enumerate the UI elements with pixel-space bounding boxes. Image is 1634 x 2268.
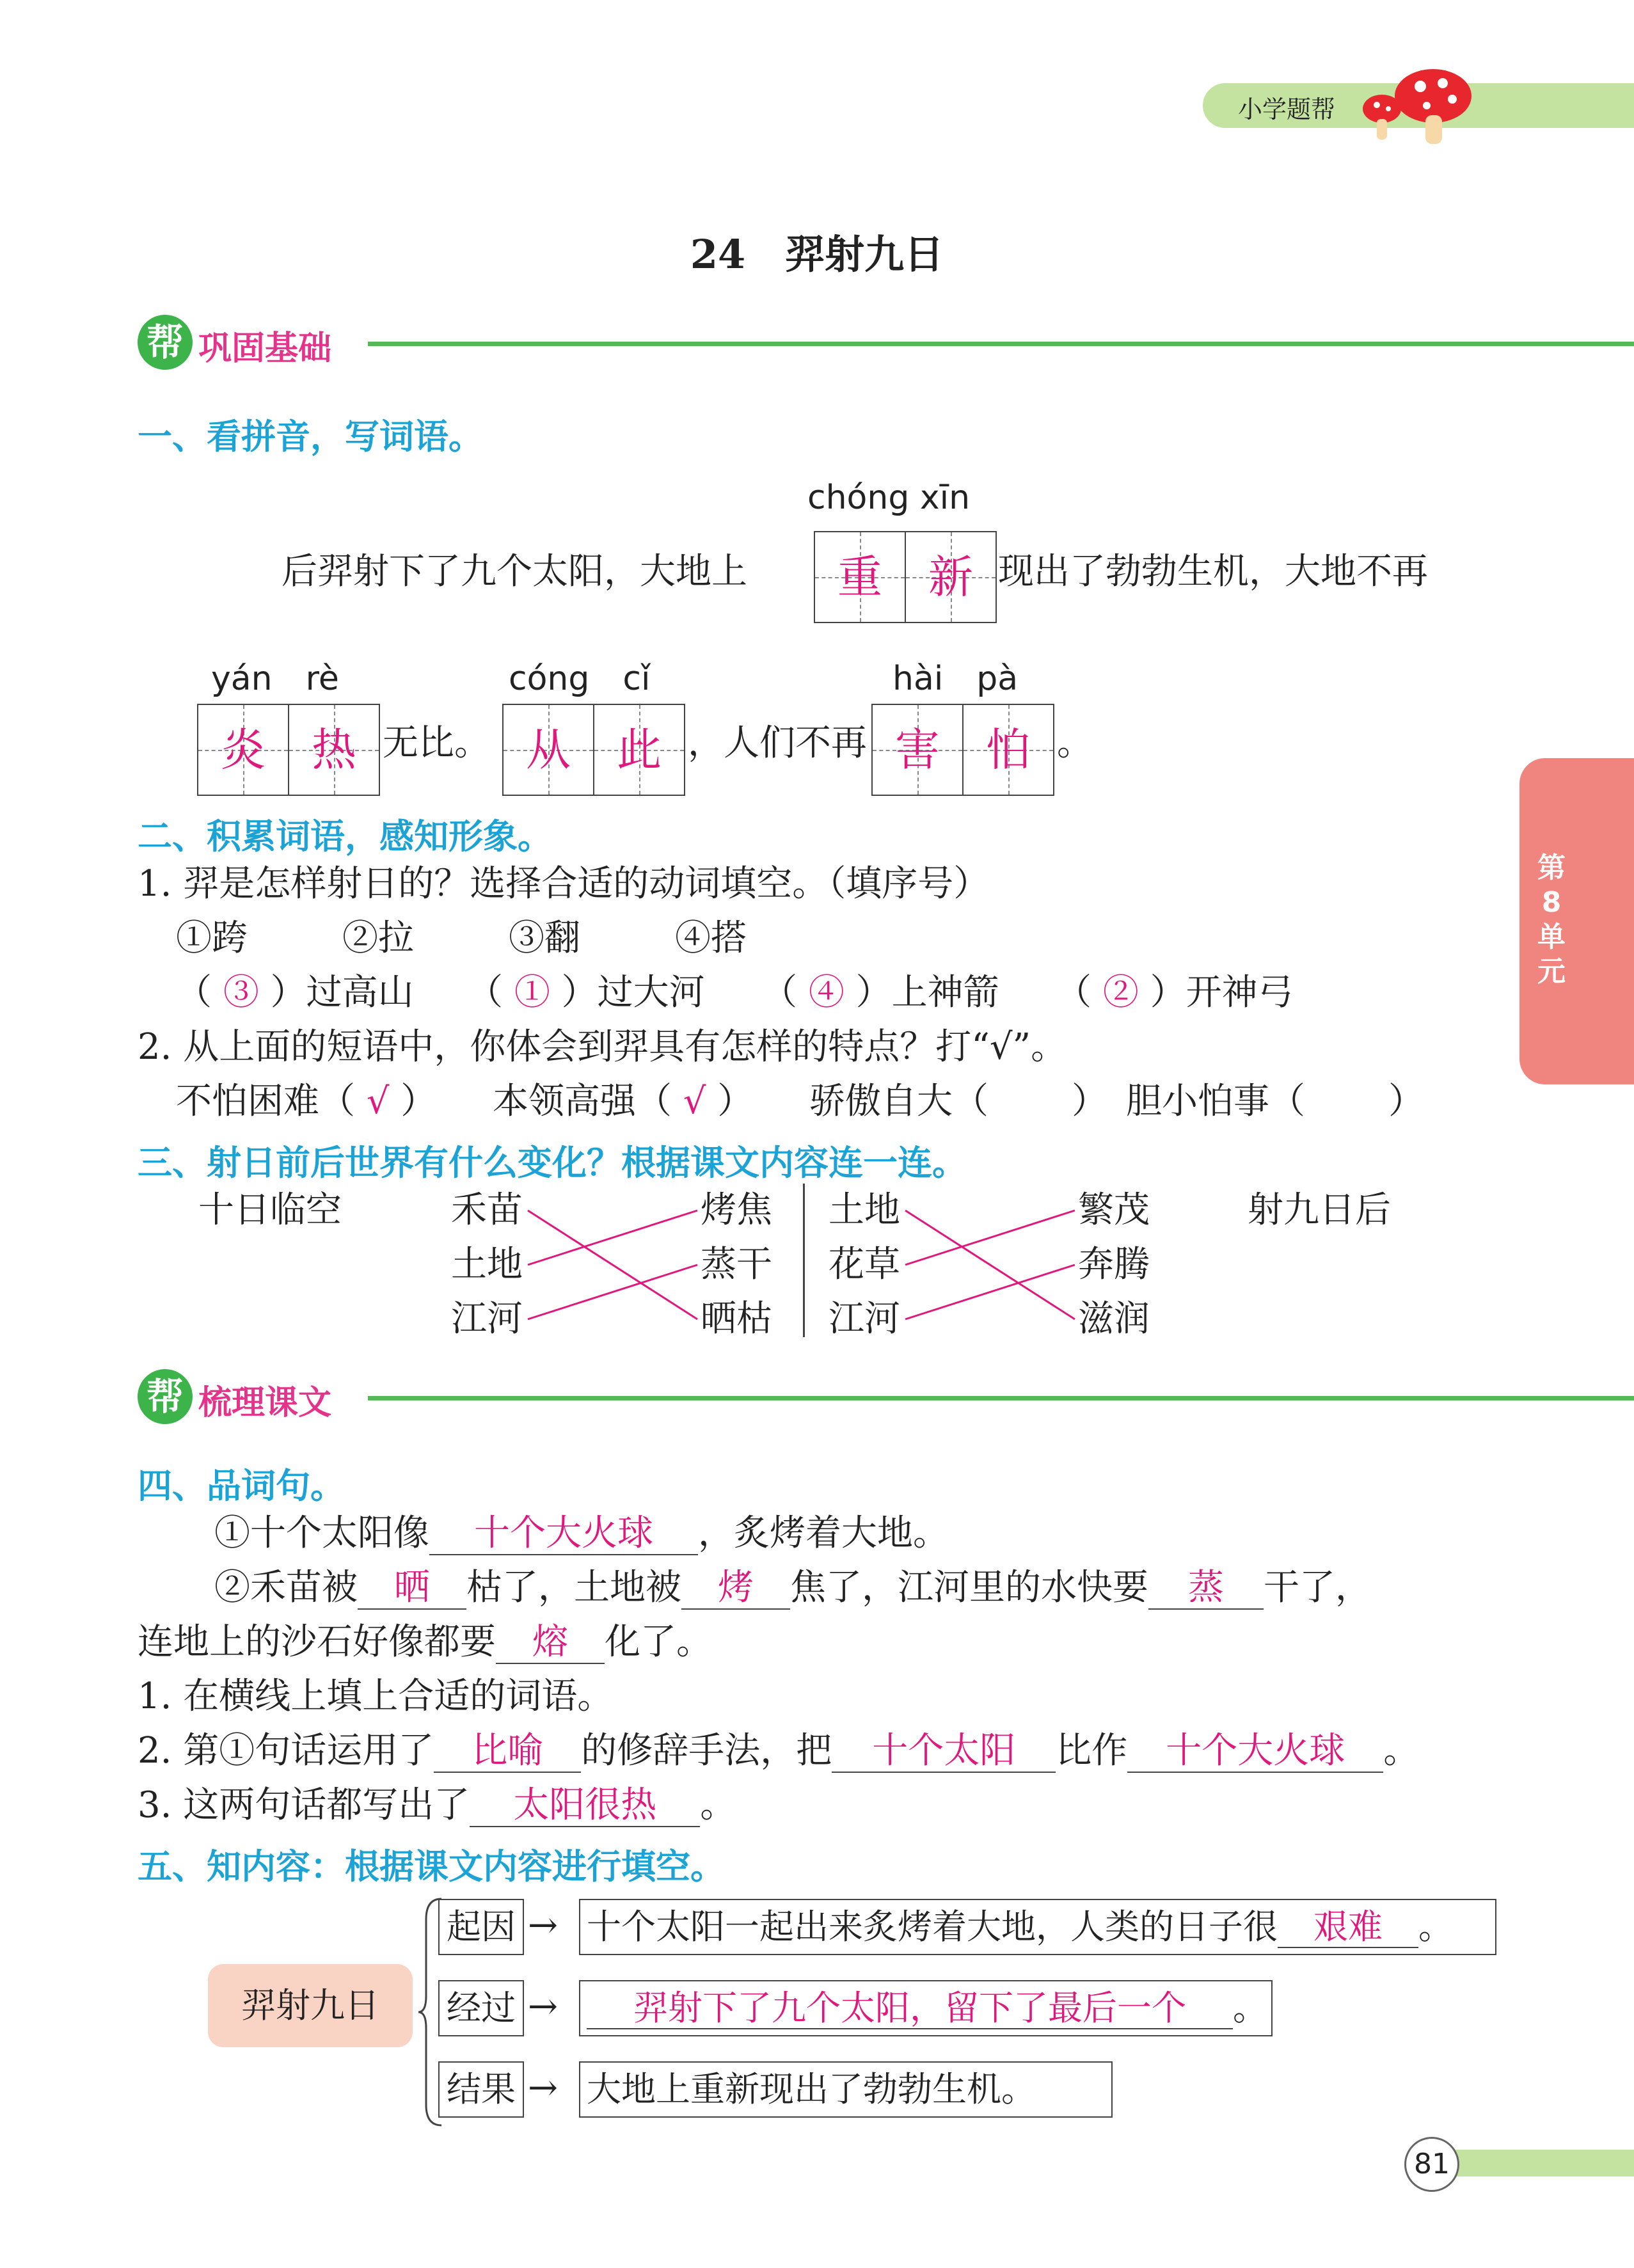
- q1-mid1: 无比。: [383, 722, 490, 764]
- process-box: 羿射下了九个太阳，留下了最后一个 。: [579, 1980, 1273, 2036]
- tian-cell: 热: [289, 705, 379, 795]
- option-1: ①跨: [176, 917, 248, 959]
- unit-tab-label: 第8单元: [1537, 852, 1566, 988]
- tian-cell: 重: [815, 532, 906, 622]
- left-a-2: 土地: [451, 1244, 523, 1285]
- arrow-1: →: [528, 1905, 558, 1946]
- cause-label: 起因: [438, 1899, 524, 1955]
- center-topic: 羿射九日: [208, 1964, 413, 2047]
- section-title: 梳理课文: [198, 1384, 332, 1422]
- q2-s1: 1. 羿是怎样射日的？选择合适的动词填空。（填序号）: [138, 863, 990, 905]
- tian-cell: 从: [504, 705, 594, 795]
- pinyin-3: cóng cǐ: [509, 660, 651, 698]
- pinyin-2: yán rè: [211, 660, 339, 698]
- match-line: [905, 1265, 1075, 1319]
- right-b-1: 繁茂: [1078, 1189, 1150, 1231]
- arrow-3: →: [528, 2067, 558, 2109]
- left-b-2: 蒸干: [701, 1244, 772, 1285]
- fill-item-4: （ ② ）开神弓: [1056, 972, 1294, 1013]
- tian-cell: 新: [906, 532, 995, 622]
- q1-line1-after: 现出了勃勃生机，大地不再: [998, 551, 1428, 592]
- match-line: [528, 1210, 697, 1319]
- right-a-1: 土地: [829, 1189, 900, 1231]
- match-line: [905, 1210, 1075, 1265]
- q2-heading: 二、积累词语，感知形象。: [138, 816, 552, 857]
- q4-q3: 3. 这两句话都写出了 太阳很热 。: [138, 1784, 736, 1826]
- arrow-2: →: [528, 1986, 558, 2027]
- fill-item-3: （ ④ ）上神箭: [761, 972, 999, 1013]
- section-title: 巩固基础: [198, 329, 332, 368]
- left-b-3: 晒枯: [701, 1298, 772, 1340]
- lesson-title: 24 羿射九日: [690, 231, 944, 278]
- fill-item-2: （ ① ）过大河: [467, 972, 705, 1013]
- q5-heading: 五、知内容：根据课文内容进行填空。: [138, 1846, 725, 1887]
- cause-box: 十个太阳一起出来炙烤着大地，人类的日子很 艰难 。: [579, 1899, 1496, 1955]
- trait-2: 本领高强（ √ ）: [493, 1081, 754, 1122]
- right-label: 射九日后: [1248, 1189, 1391, 1231]
- q4-s1: ①十个太阳像 十个大火球 ，炙烤着大地。: [214, 1512, 949, 1554]
- pinyin-4: hài pà: [892, 660, 1019, 698]
- q4-q1: 1. 在横线上填上合适的词语。: [138, 1676, 614, 1717]
- tian-cell: 炎: [198, 705, 289, 795]
- section-badge: 帮: [138, 1369, 193, 1424]
- q1-end: 。: [1057, 722, 1093, 764]
- match-line: [528, 1265, 697, 1319]
- pinyin-1: chóng xīn: [807, 479, 971, 517]
- result-box: 大地上重新现出了勃勃生机。: [579, 2061, 1113, 2118]
- trait-4: 胆小怕事（ ）: [1126, 1081, 1424, 1122]
- left-a-3: 江河: [451, 1298, 523, 1340]
- q3-heading: 三、射日前后世界有什么变化？根据课文内容连一连。: [138, 1143, 967, 1183]
- q1-heading: 一、看拼音，写词语。: [138, 416, 483, 457]
- q4-s2: ②禾苗被 晒 枯了，土地被 烤 焦了，江河里的水快要 蒸 干了，: [214, 1567, 1371, 1608]
- option-2: ②拉: [342, 917, 414, 959]
- fill-item-1: （ ③ ）过高山: [176, 972, 414, 1013]
- right-a-2: 花草: [829, 1244, 900, 1285]
- trait-1: 不怕困难（ √ ）: [176, 1081, 437, 1122]
- section-divider: [368, 1396, 1634, 1400]
- match-line: [528, 1210, 697, 1265]
- tian-cell: 此: [594, 705, 684, 795]
- trait-3: 骄傲自大（ ）: [809, 1081, 1107, 1122]
- left-label: 十日临空: [198, 1189, 342, 1231]
- match-line: [905, 1210, 1075, 1319]
- section-banner-text: [138, 1369, 1634, 1427]
- brand-label: 小学题帮: [1238, 95, 1336, 123]
- process-label: 经过: [438, 1980, 524, 2036]
- q4-q2: 2. 第①句话运用了 比喻 的修辞手法，把 十个太阳 比作 十个大火球 。: [138, 1730, 1420, 1772]
- q4-heading: 四、品词句。: [138, 1466, 345, 1506]
- right-b-3: 滋润: [1078, 1298, 1150, 1340]
- left-b-1: 烤焦: [701, 1189, 772, 1231]
- q1-line1-before: 后羿射下了九个太阳，大地上: [282, 551, 747, 592]
- tian-cell: 害: [873, 705, 964, 795]
- left-a-1: 禾苗: [451, 1189, 523, 1231]
- result-label: 结果: [438, 2061, 524, 2118]
- q4-s2-cont: 连地上的沙石好像都要 熔 化了。: [138, 1621, 712, 1663]
- page-number: 81: [1404, 2137, 1459, 2192]
- option-3: ③翻: [509, 917, 580, 959]
- tian-cell: 怕: [964, 705, 1053, 795]
- option-4: ④搭: [675, 917, 747, 959]
- page-bar: [1440, 2150, 1634, 2177]
- right-b-2: 奔腾: [1078, 1244, 1150, 1285]
- section-badge: 帮: [138, 315, 193, 370]
- q2-s2: 2. 从上面的短语中，你体会到羿具有怎样的特点？打“√”。: [138, 1026, 1067, 1068]
- q1-mid2: ，人们不再: [688, 722, 867, 764]
- right-a-3: 江河: [829, 1298, 900, 1340]
